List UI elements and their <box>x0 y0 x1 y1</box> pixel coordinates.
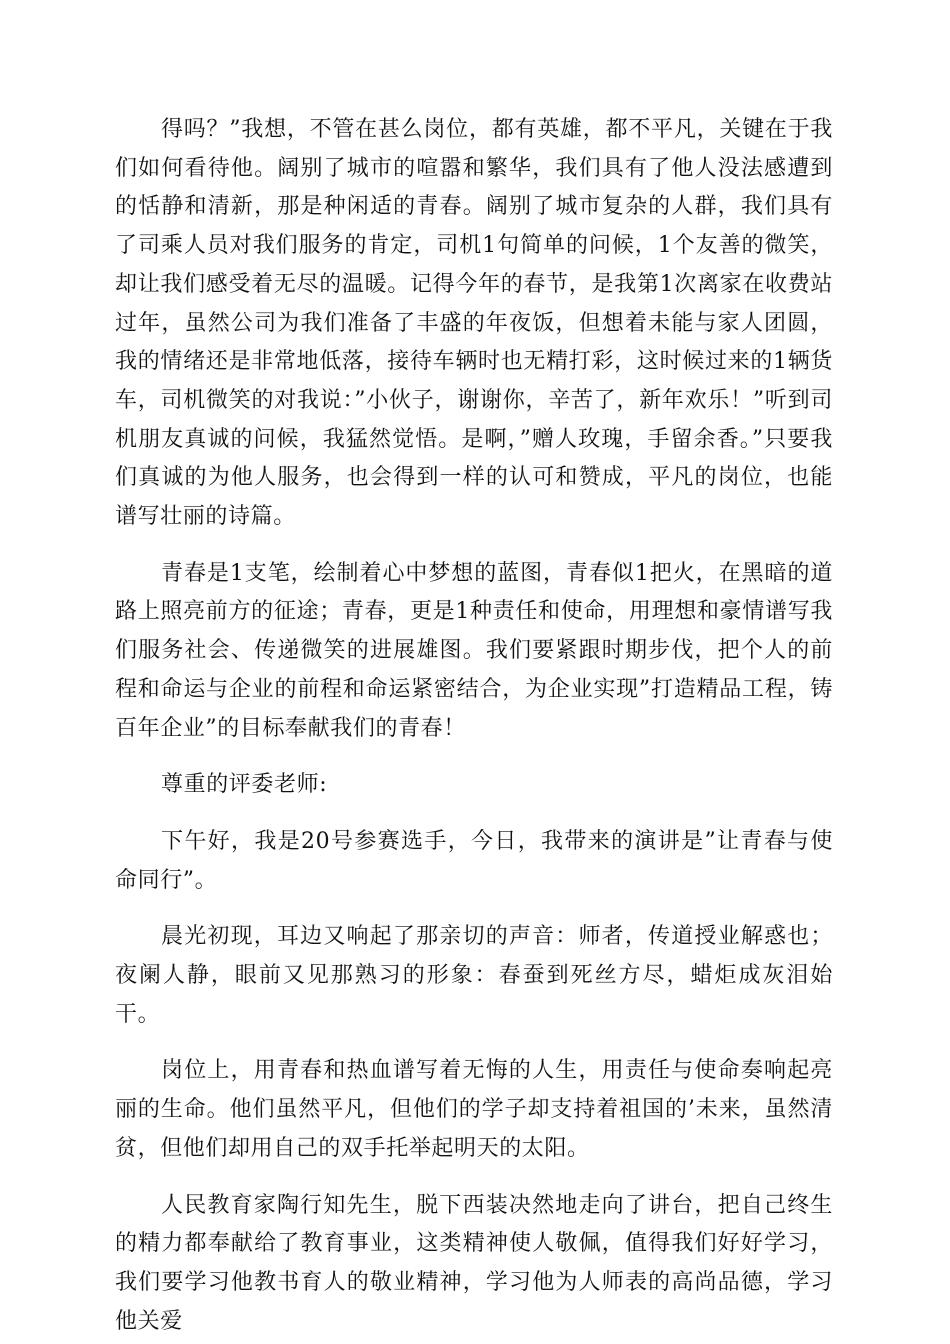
paragraph-1: 得吗？”我想，不管在甚么岗位，都有英雄，都不平凡，关键在于我们如何看待他。阔别了城市的喧嚣和繁华，我们具有了他人没法感遭到的恬静和清新，那是种闲适的青春。阔别了城市复杂的人群，我们具有了司乘人员对我们服务的肯定，司机1句简单的问候，1个友善的微笑，却让我们感受着无尽的温暖。记得今年的春节，是我第1次离家在收费站过年，虽然公司为我们准备了丰盛的年夜饭，但想着未能与家人团圆，我的情绪还是非常地低落，接待车辆时也无精打彩，这时候过来的1辆货车，司机微笑的对我说：”小伙子，谢谢你，辛苦了，新年欢乐！”听到司机朋友真诚的问候，我猛然觉悟。是啊，”赠人玫瑰，手留余香。”只要我们真诚的为他人服务，也会得到一样的认可和赞成，平凡的岗位，也能谱写壮丽的诗篇。 <box>115 117 833 530</box>
document-body <box>115 111 833 1341</box>
salutation: 尊重的评委老师: <box>161 772 328 798</box>
paragraph-4: 岗位上，用青春和热血谱写着无悔的人生，用责任与使命奏响起亮丽的生命。他们虽然平凡，但他们的学子却支持着祖国的’未来，虽然清贫，但他们却用自己的双手托举起明天的太阳。 <box>115 1058 833 1161</box>
paragraph-5: 人民教育家陶行知先生，脱下西装决然地走向了讲台，把自己终生的精力都奉献给了教育事业，这类精神使人敬佩，值得我们好好学习，我们要学习他教书育人的敬业精神，学习他为人师表的高尚品德，学习他关爱 <box>115 1192 833 1334</box>
paragraph-greeting: 下午好，我是20号参赛选手，今日，我带来的演讲是”让青春与使命同行”。 <box>115 828 833 893</box>
paragraph-2: 青春是1支笔，绘制着心中梦想的蓝图，青春似1把火，在黑暗的道路上照亮前方的征途；青春，更是1种责任和使命，用理想和豪情谱写我们服务社会、传递微笑的进展雄图。我们要紧跟时期步伐，把个人的前程和命运与企业的前程和命运紧密结合，为企业实现”打造精品工程，铸百年企业”的目标奉献我们的青春！ <box>115 560 833 741</box>
paragraph-3: 晨光初现，耳边又响起了那亲切的声音：师者，传道授业解惑也；夜阑人静，眼前又见那熟习的形象：春蚕到死丝方尽，蜡炬成灰泪始干。 <box>115 924 833 1027</box>
